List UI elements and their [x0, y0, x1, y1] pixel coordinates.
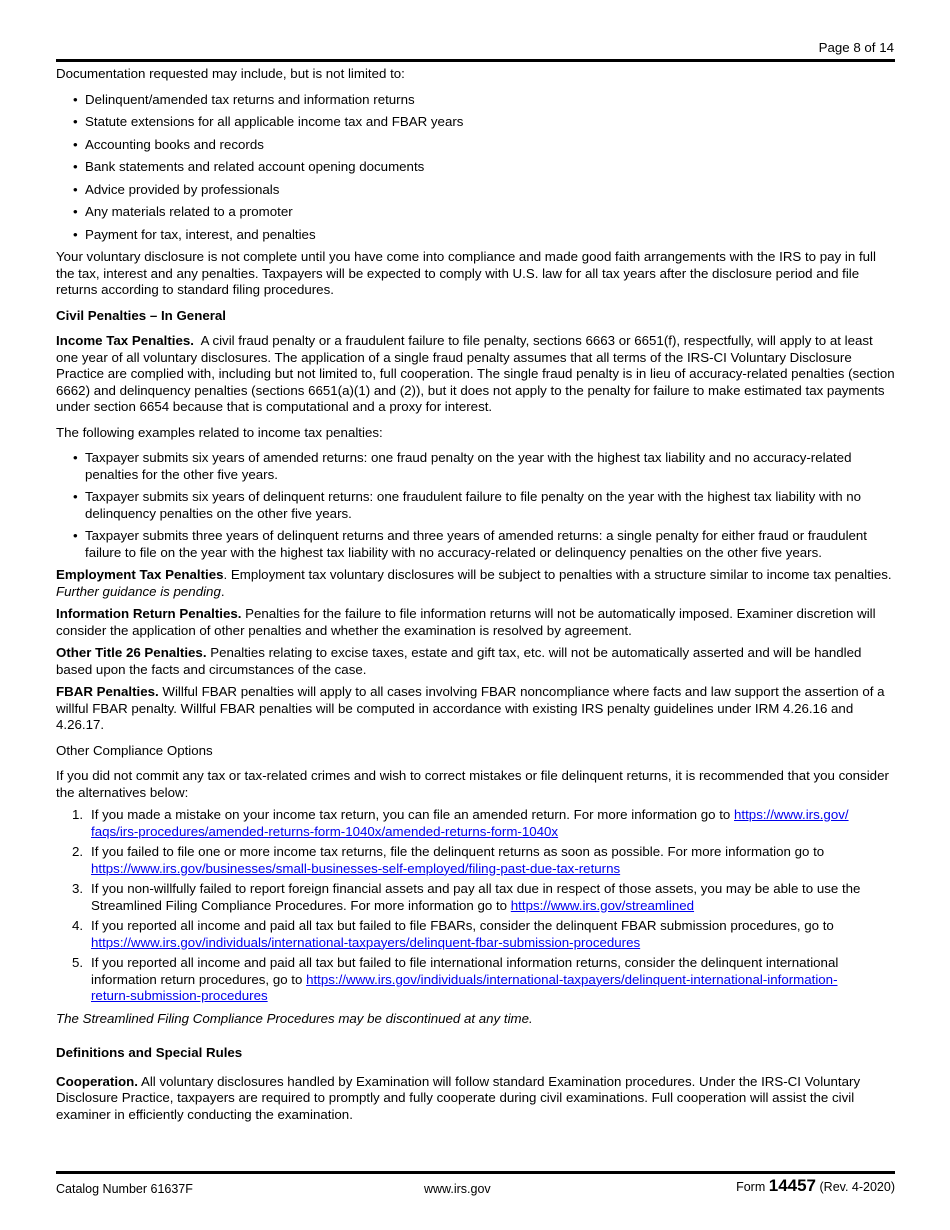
options-intro: If you did not commit any tax or tax-related crimes and wish to correct mistakes or file delinquent returns, it is recommended that you consider the alternatives below:: [56, 768, 889, 800]
page-number: Page 8 of 14: [818, 40, 894, 55]
list-item: 4. If you reported all income and paid all tax but failed to file FBARs, consider the delinquent FBAR submission procedures, go to https://www.irs.gov/individuals/international-taxpayers/delinquent-fbar-submission-procedures: [72, 918, 834, 950]
list-item: • Statute extensions for all applicable income tax and FBAR years: [56, 114, 895, 131]
options-list: [56, 807, 895, 1005]
list-item: • Accounting books and records: [56, 137, 895, 154]
catalog-number: Catalog Number 61637F: [56, 1182, 193, 1196]
list-item: • Bank statements and related account opening documents: [56, 159, 895, 176]
top-rule: [56, 59, 895, 62]
form-identifier: Form 14457 (Rev. 4-2020): [736, 1176, 895, 1195]
list-item: • Payment for tax, interest, and penalties: [56, 227, 895, 244]
page-footer: [56, 1178, 895, 1200]
document-body: [56, 66, 895, 1129]
list-item: 2. If you failed to file one or more income tax returns, file the delinquent returns as soon as possible. For more information go to https://www.irs.gov/businesses/small-businesses-self-employed/filing-past-due-tax-returns: [72, 844, 825, 876]
list-item: 1. If you made a mistake on your income tax return, you can file an amended return. For more information go to https://www.irs.gov/ faqs/irs-procedures/amended-returns-form-1040x/amended-returns-form-1040x: [72, 807, 849, 839]
income-tax-label: Income Tax Penalties.: [56, 333, 194, 348]
employment-tax-paragraph: Employment Tax Penalties. Employment tax voluntary disclosures will be subject to penalties with a structure similar to income tax penalties. Further guidance is pending.: [56, 567, 892, 599]
cooperation-paragraph: Cooperation. All voluntary disclosures handled by Examination will follow standard Examination procedures. Under the IRS-CI Voluntary Disclosure Practice, taxpayers are required to promptly and fully cooperate during civil examinations. Full cooperation will assist the civil examiner in efficiently conducting the examination.: [56, 1073, 861, 1122]
bottom-rule: [56, 1171, 895, 1174]
examples-list: [56, 450, 895, 561]
documentation-intro: Documentation requested may include, but is not limited to:: [56, 66, 405, 81]
fbar-paragraph: FBAR Penalties. Willful FBAR penalties will apply to all cases involving FBAR noncompliance where facts and law support the assertion of a willful FBAR penalty. Willful FBAR penalties will be computed in accordance with existing IRS penalty guidelines under IRM 4.26.16 and 4.26.17.: [56, 684, 885, 732]
footer-website: www.irs.gov: [424, 1182, 491, 1196]
definitions-heading: Definitions and Special Rules: [56, 1045, 243, 1060]
civil-penalties-heading: Civil Penalties – In General: [56, 307, 226, 323]
information-return-paragraph: Information Return Penalties. Penalties for the failure to file information returns will not be automatically imposed. Examiner discretion will consider the application of other penalties and whether the examination is resolved by agreement.: [56, 606, 876, 638]
streamlined-note: The Streamlined Filing Compliance Procedures may be discontinued at any time.: [56, 1010, 533, 1026]
list-item: • Delinquent/amended tax returns and information returns: [56, 92, 895, 109]
list-item: • Any materials related to a promoter: [56, 204, 895, 221]
other-options-heading: Other Compliance Options: [56, 742, 213, 758]
voluntary-disclosure-paragraph: Your voluntary disclosure is not complete until you have come into compliance and made good faith arrangements with the IRS to pay in full the tax, interest and any penalties. Taxpayers will be expected to comply with U.S. law for all tax years after the disclosure period and file returns according to standard filing procedures.: [56, 249, 876, 297]
income-tax-paragraph: Income Tax Penalties. A civil fraud penalty or a fraudulent failure to file penalty, sections 6663 or 6651(f), respectfully, will apply to at least one year of all voluntary disclosures. The application of a single fraud penalty assumes that all terms of the IRS-CI Voluntary Disclosure Practice are complied with, including but not limited to, full cooperation. The single fraud penalty is in lieu of accuracy-related penalties (section 6662) and delinquency penalties (sections 6651(a)(1) and (2)), but it does not apply to the penalty for failure to make estimated tax payments under section 6654 because that is computational and a proxy for interest.: [56, 333, 895, 414]
amended-return-link[interactable]: https://www.irs.gov/ faqs/irs-procedures/amended-returns-form-1040x/amended-returns-form-1040x: [91, 807, 849, 839]
past-due-returns-link[interactable]: https://www.irs.gov/businesses/small-businesses-self-employed/filing-past-due-tax-returns: [91, 860, 621, 876]
list-item: 5. If you reported all income and paid all tax but failed to file international information returns, consider the delinquent international information return procedures, go to https://www.irs.gov/individuals/international-taxpayers/delinquent-international-information- return-submission-procedures: [72, 955, 839, 1003]
documentation-list: [56, 92, 895, 244]
streamlined-link[interactable]: https://www.irs.gov/streamlined: [510, 897, 695, 913]
list-item: • Advice provided by professionals: [56, 182, 895, 199]
list-item: • Taxpayer submits six years of delinquent returns: one fraudulent failure to file penalty on the year with the highest tax liability with no delinquency penalties on the other five years.: [56, 489, 895, 522]
international-info-return-link[interactable]: https://www.irs.gov/individuals/international-taxpayers/delinquent-international-information- return-submission-procedures: [91, 971, 838, 1003]
list-item: • Taxpayer submits six years of amended returns: one fraud penalty on the year with the highest tax liability and no accuracy-related penalties for the other five years.: [56, 450, 895, 483]
examples-intro: The following examples related to income tax penalties:: [56, 424, 383, 440]
title-26-paragraph: Other Title 26 Penalties. Penalties relating to excise taxes, estate and gift tax, etc. will not be automatically asserted and will be handled based upon the facts and circumstances of the case.: [56, 645, 862, 677]
list-item: • Taxpayer submits three years of delinquent returns and three years of amended returns: a single penalty for either fraud or fraudulent failure to file on the year with the highest tax liability with no accuracy-related or delinquency penalties on the other five years.: [56, 528, 895, 561]
fbar-procedures-link[interactable]: https://www.irs.gov/individuals/international-taxpayers/delinquent-fbar-submission-procedures: [91, 934, 641, 950]
list-item: 3. If you non-willfully failed to report foreign financial assets and pay all tax due in respect of those assets, you may be able to use the Streamlined Filing Compliance Procedures. For more information go to https://www.irs.gov/streamlined: [72, 881, 861, 913]
